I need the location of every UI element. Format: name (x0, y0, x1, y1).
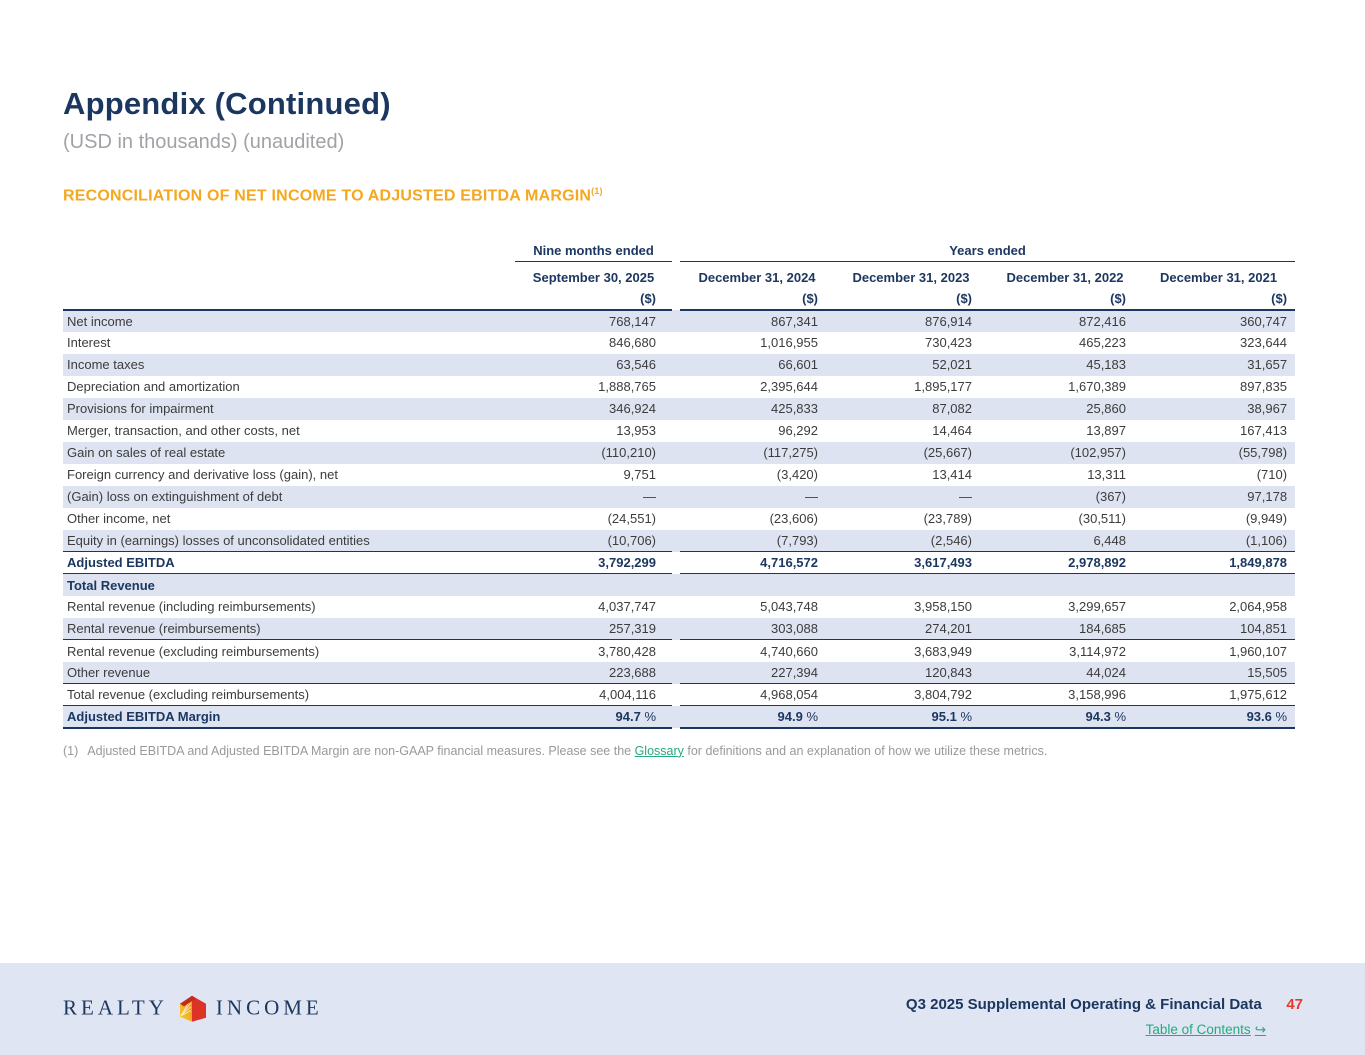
table-row (63, 508, 1295, 530)
column-gap (672, 398, 680, 420)
cell-value: 3,804,792 (834, 684, 988, 706)
row-label: Foreign currency and derivative loss (gain), net (67, 467, 338, 483)
cell-value: 94.7 % (515, 706, 672, 728)
cell-value: 867,341 (771, 313, 818, 329)
cell-value: 94.3 % (988, 706, 1142, 728)
cell-value: (367) (1095, 489, 1126, 505)
cell-value (834, 574, 988, 596)
cell-value: 360,747 (1240, 313, 1288, 329)
cell-value: — (643, 489, 656, 505)
toc-line (906, 1022, 1303, 1038)
cell-value: (55,798) (1238, 445, 1288, 461)
cell-value: (23,606) (769, 511, 818, 527)
cell-value: 425,833 (771, 401, 818, 417)
logo-word-realty: REALTY (63, 995, 168, 1020)
realty-income-logo (63, 992, 323, 1024)
column-gap (672, 288, 680, 310)
table-of-contents-link[interactable] (1146, 1022, 1266, 1037)
unit-header: ($) (680, 288, 834, 310)
cell-value: (10,706) (515, 530, 672, 552)
column-header: December 31, 2024 (698, 269, 816, 285)
page-number: 47 (1286, 996, 1303, 1013)
table-row (63, 354, 1295, 376)
cell-value: 95.1 % (834, 706, 988, 728)
footer-right (906, 996, 1303, 1038)
cell-value: 1,849,878 (1142, 552, 1295, 574)
table-row (63, 332, 1295, 354)
cell-value: 768,147 (609, 313, 656, 329)
cell-value: 31,657 (1247, 357, 1288, 373)
cell-value: 94.9 % (680, 706, 834, 728)
cell-value: 3,617,493 (834, 552, 988, 574)
row-label: Adjusted EBITDA (63, 552, 515, 574)
table-row (63, 530, 1295, 552)
section-title-text: RECONCILIATION OF NET INCOME TO ADJUSTED EBITDA MARGIN (63, 187, 592, 205)
realty-income-house-icon (177, 992, 209, 1024)
row-label: Rental revenue (excluding reimbursements) (67, 643, 320, 659)
cell-value: 3,780,428 (598, 643, 656, 659)
column-header: December 31, 2021 (1159, 269, 1278, 285)
cell-value: (25,667) (923, 445, 972, 461)
section-title-footnote-marker: (1) (591, 186, 603, 196)
group-header-nine-months: Nine months ended (515, 243, 672, 262)
cell-value: 3,958,150 (914, 599, 972, 615)
reconciliation-table (63, 243, 1295, 729)
cell-value (1142, 574, 1295, 596)
column-gap (672, 552, 680, 574)
cell-value: 97,178 (1247, 489, 1288, 505)
cell-value: 6,448 (988, 530, 1142, 552)
cell-value (680, 574, 834, 596)
cell-value: 14,464 (932, 423, 972, 439)
percent-sign: % (1110, 709, 1126, 725)
table-row (63, 596, 1295, 618)
cell-value: 730,423 (925, 335, 972, 351)
column-gap (672, 574, 680, 596)
group-header-years-ended: Years ended (680, 243, 1295, 262)
cell-value: (7,793) (680, 530, 834, 552)
unit-header: ($) (834, 288, 988, 310)
cell-value: 4,740,660 (760, 643, 818, 659)
cell-value: — (805, 489, 818, 505)
table-row (63, 376, 1295, 398)
cell-value (515, 574, 672, 596)
table-row (63, 552, 1295, 574)
column-gap (672, 640, 680, 662)
column-gap (672, 508, 680, 530)
cell-value: 1,960,107 (1229, 643, 1288, 659)
row-label: Rental revenue (including reimbursements) (67, 599, 316, 615)
row-label: Total revenue (excluding reimbursements) (63, 684, 515, 706)
cell-value: 4,037,747 (598, 599, 656, 615)
cell-value: 13,414 (932, 467, 972, 483)
page-title: Appendix (Continued) (63, 86, 391, 121)
cell-value: 52,021 (932, 357, 972, 373)
group-header-row (63, 243, 1295, 262)
cell-value: 38,967 (1247, 401, 1288, 417)
cell-value: 4,968,054 (680, 684, 834, 706)
cell-value: 4,004,116 (515, 684, 672, 706)
unit-header: ($) (515, 288, 672, 310)
cell-value: 227,394 (680, 662, 834, 684)
row-label: Gain on sales of real estate (67, 445, 226, 461)
table-row (63, 464, 1295, 486)
cell-value: 2,395,644 (760, 379, 818, 395)
column-gap (672, 464, 680, 486)
content-area (0, 86, 1365, 758)
cell-value: 846,680 (609, 335, 656, 351)
cell-value: 25,860 (1086, 401, 1126, 417)
table-of-contents-label: Table of Contents (1145, 1022, 1251, 1037)
percent-sign: % (1271, 709, 1288, 725)
cell-value: 13,953 (616, 423, 656, 439)
table-row (63, 310, 1295, 332)
empty-cell (63, 288, 515, 310)
row-label: Merger, transaction, and other costs, net (67, 423, 300, 439)
footer-band (0, 963, 1365, 1055)
cell-value: (3,420) (776, 467, 818, 483)
cell-value: 104,851 (1142, 618, 1295, 640)
percent-sign: % (640, 709, 656, 725)
cell-value: (1,106) (1142, 530, 1295, 552)
column-gap (672, 706, 680, 728)
column-gap (672, 596, 680, 618)
cell-value: (30,511) (1078, 511, 1126, 527)
date-header-row (63, 262, 1295, 288)
cell-value: 323,644 (1240, 335, 1288, 351)
cell-value: (23,789) (923, 511, 972, 527)
footnote-text-after: for definitions and an explanation of how we utilize these metrics. (683, 743, 1048, 758)
logo-word-income: INCOME (215, 995, 323, 1020)
section-title (63, 186, 1295, 205)
cell-value: 1,670,389 (1068, 379, 1126, 395)
cell-value: 13,897 (1086, 423, 1126, 439)
cell-value: — (959, 489, 972, 505)
cell-value (988, 574, 1142, 596)
column-gap (672, 486, 680, 508)
table-row (63, 574, 1295, 596)
percent-sign: % (956, 709, 972, 725)
cell-value: 3,114,972 (1069, 643, 1126, 659)
reconciliation-table-body (63, 310, 1295, 728)
table-row (63, 684, 1295, 706)
table-row (63, 662, 1295, 684)
cell-value: 120,843 (834, 662, 988, 684)
table-row (63, 486, 1295, 508)
cell-value: (102,957) (1070, 445, 1126, 461)
footnote-text-before: Adjusted EBITDA and Adjusted EBITDA Margin are non-GAAP financial measures. Please see the (87, 743, 635, 758)
table-row (63, 442, 1295, 464)
column-header: December 31, 2023 (852, 269, 970, 285)
cell-value: 465,223 (1079, 335, 1126, 351)
table-row (63, 640, 1295, 662)
row-label: Equity in (earnings) losses of unconsolidated entities (63, 530, 515, 552)
column-gap (672, 530, 680, 552)
percent-sign: % (802, 709, 818, 725)
cell-value: 872,416 (1079, 313, 1126, 329)
column-gap (672, 442, 680, 464)
column-gap (672, 684, 680, 706)
row-label: (Gain) loss on extinguishment of debt (67, 489, 283, 505)
cell-value: 303,088 (680, 618, 834, 640)
cell-value: 93.6 % (1142, 706, 1295, 728)
column-header: September 30, 2025 (532, 269, 655, 285)
cell-value: 87,082 (932, 401, 972, 417)
cell-value: (9,949) (1245, 511, 1288, 527)
table-row (63, 420, 1295, 442)
table-row (63, 706, 1295, 728)
column-gap (672, 354, 680, 376)
cell-value: (117,275) (763, 445, 818, 461)
cell-value: 3,683,949 (914, 643, 972, 659)
cell-value: 5,043,748 (760, 599, 818, 615)
cell-value: (110,210) (601, 445, 656, 461)
cell-value: 1,016,955 (760, 335, 818, 351)
cell-value: 96,292 (778, 423, 818, 439)
column-gap (672, 376, 680, 398)
cell-value: 4,716,572 (680, 552, 834, 574)
cell-value: 897,835 (1240, 379, 1288, 395)
cell-value: 66,601 (778, 357, 818, 373)
cell-value: 223,688 (515, 662, 672, 684)
table-row (63, 618, 1295, 640)
empty-cell (63, 243, 515, 262)
cell-value: 9,751 (623, 467, 656, 483)
cell-value: 1,895,177 (914, 379, 972, 395)
cell-value: 876,914 (925, 313, 972, 329)
column-gap (672, 262, 680, 288)
cell-value: 13,311 (1087, 467, 1126, 483)
row-label: Net income (67, 313, 133, 329)
cell-value: 346,924 (609, 401, 656, 417)
cell-value: (710) (1256, 467, 1288, 483)
row-label: Interest (67, 335, 111, 351)
unit-header: ($) (1142, 288, 1295, 310)
unit-header: ($) (988, 288, 1142, 310)
column-gap (672, 420, 680, 442)
cell-value: 1,975,612 (1142, 684, 1295, 706)
row-label: Other income, net (67, 511, 171, 527)
cell-value: (24,551) (607, 511, 656, 527)
row-label: Depreciation and amortization (67, 379, 240, 395)
cell-value: 1,888,765 (598, 379, 656, 395)
glossary-link[interactable]: Glossary (634, 743, 684, 758)
row-label: Total Revenue (67, 577, 155, 593)
cell-value: 15,505 (1142, 662, 1295, 684)
footnote (63, 744, 1295, 758)
cell-value: (2,546) (834, 530, 988, 552)
row-label: Provisions for impairment (67, 401, 214, 417)
cell-value: 63,546 (616, 357, 656, 373)
column-gap (672, 243, 680, 262)
cell-value: 3,158,996 (988, 684, 1142, 706)
cell-value: 3,299,657 (1068, 599, 1126, 615)
row-label: Rental revenue (reimbursements) (63, 618, 515, 640)
column-gap (672, 662, 680, 684)
row-label: Other revenue (63, 662, 515, 684)
cell-value: 45,183 (1086, 357, 1126, 373)
doc-title: Q3 2025 Supplemental Operating & Financial Data (905, 996, 1262, 1013)
column-gap (672, 618, 680, 640)
unit-header-row (63, 288, 1295, 310)
hook-arrow-icon: ↪ (1254, 1022, 1266, 1037)
column-gap (672, 310, 680, 332)
cell-value: 3,792,299 (515, 552, 672, 574)
cell-value: 2,978,892 (988, 552, 1142, 574)
cell-value: 44,024 (988, 662, 1142, 684)
footnote-marker: (1) (63, 743, 79, 758)
cell-value: 257,319 (515, 618, 672, 640)
row-label: Adjusted EBITDA Margin (63, 706, 515, 728)
cell-value: 184,685 (988, 618, 1142, 640)
cell-value: 274,201 (834, 618, 988, 640)
cell-value: 2,064,958 (1229, 599, 1288, 615)
page-subtitle: (USD in thousands) (unaudited) (63, 131, 345, 153)
cell-value: 167,413 (1240, 423, 1288, 439)
table-header (63, 243, 1295, 310)
column-header: December 31, 2022 (1006, 269, 1124, 285)
empty-cell (63, 262, 515, 288)
doc-title-line (906, 996, 1303, 1014)
row-label: Income taxes (67, 357, 145, 373)
table-row (63, 398, 1295, 420)
column-gap (672, 332, 680, 354)
